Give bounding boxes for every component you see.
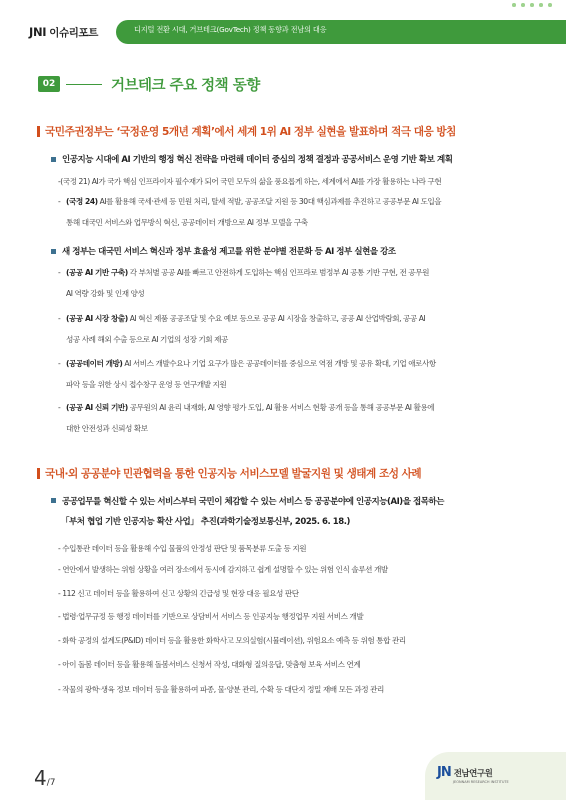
page-header <box>0 0 566 64</box>
list-item: - 화학 공정의 설계도(P&ID) 데이터 등을 활용한 화학사고 모의실험(시뮬레이션), 위험요소 예측 등 위험 통합 관리 <box>58 636 406 645</box>
part2-heading-text: 국내·외 공공분야 민관협력을 통한 인공지능 서비스모델 발굴지원 및 생태계 조성 사례 <box>45 468 422 480</box>
part1-bullet2-text: 새 정부는 대국민 서비스 혁신과 정부 효율성 제고를 위한 분야별 전문화 등 AI 정부 실현을 강조 <box>62 247 396 257</box>
square-bullet-icon <box>51 498 56 503</box>
part2-bullet1: 공공업무를 혁신할 수 있는 서비스부터 국민이 체감할 수 있는 서비스 등 공공분야에 인공지능(AI)을 접목하는 「부처 협업 기반 인공지능 확산 사업」 추진(과학기술정보통신부, 2025. 6. 18.) <box>51 492 556 532</box>
header-title-bar <box>116 20 566 44</box>
square-bullet-icon <box>51 157 56 162</box>
list-item: - 연안에서 발생하는 위험 상황을 여러 장소에서 동시에 감지하고 쉽게 설명할 수 있는 위험 인식 솔루션 개발 <box>58 565 388 574</box>
list-item: - 아이 돌봄 데이터 등을 활용해 돌봄서비스 신청서 작성, 대화형 질의응답, 맞춤형 보육 서비스 연계 <box>58 660 361 669</box>
list-item: - (공공데이터 개방) AI 서비스 개발수요나 기업 요구가 많은 공공데이터를 중심으로 역점 개방 및 공유 확대, 기업 애로사항 파악 등을 위한 상시 접수창구 운영 등 연구개발 지원 <box>58 359 436 389</box>
section-header <box>38 74 260 94</box>
list-item: - (공공 AI 신뢰 기반) 공무원의 AI 윤리 내재화, AI 영향 평가 도입, AI 활용 서비스 현황 공개 등을 통해 공공부문 AI 활용에 대한 안전성과 신뢰성 확보 <box>58 403 435 433</box>
list-item: - 작물의 광학·생육 정보 데이터 등을 활용하여 파종, 물·양분 관리, 수확 등 대단지 정밀 재배 모든 과정 관리 <box>58 685 384 694</box>
list-item: - 법령·업무규정 등 행정 데이터를 기반으로 상담비서 서비스 등 인공지능 행정업무 지원 서비스 개발 <box>58 612 364 621</box>
footer-institute-box <box>425 752 566 800</box>
part1-heading-text: 국민주권정부는 ‘국정운영 5개년 계획’에서 세계 1위 AI 정부 실현을 발표하며 적극 대응 방침 <box>45 126 456 138</box>
page-number: 4/7 <box>34 766 56 790</box>
part1-bullet1 <box>51 153 452 165</box>
heading-bar-icon <box>37 468 40 479</box>
institute-name-en: JEONNAM RESEARCH INSTITUTE <box>453 780 509 784</box>
list-item: -(국정 21) AI가 국가 핵심 인프라이자 필수재가 되어 국민 모두의 삶을 풍요롭게 하는, 세계에서 AI를 가장 활용하는 나라 구현 <box>58 177 442 186</box>
heading-bar-icon <box>37 126 40 137</box>
list-item: - (공공 AI 기반 구축) 각 부처별 공공 AI를 빠르고 안전하게 도입하는 핵심 인프라로 범정부 AI 공통 기반 구현, 전 공무원 AI 역량 강화 및 인재 양성 <box>58 268 429 298</box>
institute-name: 전남연구원 <box>453 768 493 779</box>
jn-logo-icon: JN <box>437 765 451 780</box>
list-item: - 112 신고 데이터 등을 활용하여 신고 상황의 긴급성 및 현장 대응 필요성 판단 <box>58 589 299 598</box>
part1-bullet1-text: 인공지능 시대에 AI 기반의 행정 혁신 전략을 마련해 데이터 중심의 정책 결정과 공공서비스 운영 기반 확보 계획 <box>62 155 453 165</box>
list-item: - 수입통관 데이터 등을 활용해 수입 물품의 안정성 판단 및 품목분류 도출 등 지원 <box>58 544 307 553</box>
section-number: 02 <box>38 76 60 92</box>
institute-logo <box>437 765 509 784</box>
decorative-dots-icon <box>512 0 554 7</box>
list-item: - (국정 24) AI를 활용해 국세·관세 등 민원 처리, 탈세 적발, 공공조달 지원 등 30대 핵심과제를 추진하고 공공부문 AI 도입을 통해 대국민 서비스와 업무방식 혁신, 공공데이터 개방으로 AI 정부 모델을 구축 <box>58 197 442 227</box>
section-divider <box>66 84 102 85</box>
jni-logo: JNI <box>29 25 47 39</box>
series-name: 이슈리포트 <box>49 26 99 39</box>
section-title: 거브테크 주요 정책 동향 <box>111 77 260 94</box>
square-bullet-icon <box>51 249 56 254</box>
part2-heading <box>37 466 421 481</box>
part1-heading <box>37 124 456 139</box>
report-title: 디지털 전환 시대, 거브테크(GovTech) 정책 동향과 전남의 대응 <box>134 25 327 34</box>
report-logo <box>0 20 116 44</box>
part1-bullet2 <box>51 245 396 257</box>
list-item: - (공공 AI 시장 창출) AI 혁신 제품 공공조달 및 수요 예보 등으로 공공 AI 시장을 창출하고, 공공 AI 산업박람회, 공공 AI 성공 사례 해외 수출 등으로 AI 기업의 성장 기회 제공 <box>58 314 426 344</box>
